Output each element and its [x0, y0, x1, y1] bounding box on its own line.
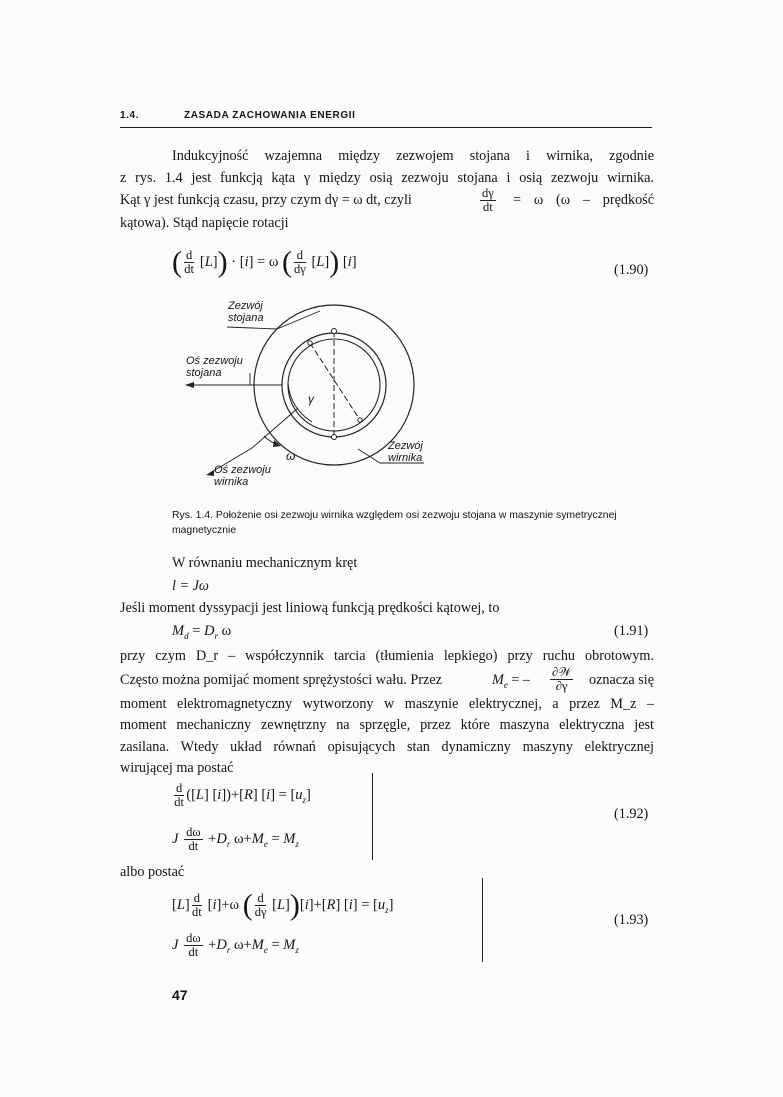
paragraph-1-line-1: Indukcyjność wzajemna między zezwojem stojana i wirnika, zgodnie — [172, 148, 654, 164]
fraction-denominator: dt — [483, 200, 493, 214]
paragraph-2-equation: l = Jω — [172, 578, 209, 594]
equation-1-93-line-2: J $\frac{d\omega}{dt}$ $+D_r$ $\omega+M_e = M_z$ — [172, 931, 299, 959]
paragraph-4-line-2-start: Często można pomijać moment sprężystości wału. Przez — [120, 671, 442, 688]
paragraph-1-line-3-start: Kąt γ jest funkcją czasu, przy czym dγ = ω dt, czyli — [120, 192, 412, 208]
brace-1-92 — [372, 773, 373, 860]
paragraph-2-text: W równaniu mechanicznym kręt — [172, 555, 358, 571]
paragraph-1-line-3 — [120, 186, 654, 214]
paragraph-1 — [120, 146, 654, 235]
equation-1-93-line-1: [L] $\frac{d}{dt}$ [i]+ω ( $\frac{d}{d\gamma}$ [L])[i]+[R] $[i] = [u_z]$ — [172, 888, 394, 922]
stator-coil-top — [332, 329, 337, 334]
paragraph-4-line-2-end: oznacza się — [589, 671, 654, 688]
figure-caption: Rys. 1.4. Położenie osi zezwoju wirnika względem osi zezwoju stojana w maszynie symetrycznej magnetycznie — [172, 510, 617, 536]
equation-number-1-92: (1.92) — [614, 806, 649, 822]
paragraph-4-line-2 — [120, 664, 654, 694]
equation-number-1-93: (1.93) — [614, 912, 649, 928]
stator-axis-arrow — [185, 382, 194, 388]
paragraph-1-line-3-end: = ω (ω – prędkość — [513, 192, 654, 208]
label-gamma: γ — [308, 392, 314, 406]
label-stator-winding: Zezwój stojana — [228, 300, 264, 324]
fraction-dgamma-dt — [480, 187, 496, 214]
paragraph-1-line-4: kątowa). Stąd napięcie rotacji — [120, 215, 289, 231]
fraction-dW-dgamma: ∂𝒲 ∂γ — [552, 664, 572, 693]
me-definition: $M_e$ = – — [492, 671, 531, 690]
equation-1-92-line-2: J $\frac{d\omega}{dt}$ $+D_r$ $\omega+M_e = M_z$ — [172, 825, 299, 853]
paragraph-4 — [120, 646, 654, 780]
paragraph-4-line-6: wirującej ma postać — [120, 760, 234, 776]
paragraph-1-line-2: z rys. 1.4 jest funkcją kąta γ między osią zezwoju stojana i osią zezwoju wirnika. — [120, 169, 654, 186]
rotor-coil-bottom — [358, 418, 362, 422]
fraction-numerator: dγ — [482, 186, 494, 200]
rotor-winding-axis — [310, 343, 360, 420]
equation-1-90: ( $\frac{d}{dt}$ [L]) · [i] = ω ( $\frac{d}{d\gamma}$ [L]) [i] — [172, 245, 357, 279]
rotor-winding-leader — [358, 449, 380, 463]
label-stator-axis: Oś zezwoju stojana — [186, 355, 243, 379]
section-number: 1.4. — [120, 110, 140, 121]
rotor-axis-arrow — [206, 470, 214, 476]
brace-1-93 — [482, 878, 483, 962]
stator-coil-bottom — [332, 435, 337, 440]
header-rule — [120, 127, 652, 128]
text-albo-postac: albo postać — [120, 864, 185, 880]
paragraph-4-line-5: zasilana. Wtedy układ równań opisujących stan dynamiczny maszyny elektrycznej — [120, 738, 654, 755]
stator-winding-underline — [227, 327, 277, 329]
label-rotor-winding: Zezwój wirnika — [388, 440, 423, 464]
paragraph-4-line-3: moment elektromagnetyczny wytworzony w maszynie elektrycznej, a przez M_z – — [120, 695, 654, 712]
paragraph-4-line-1: przy czym D_r – współczynnik tarcia (tłumienia lepkiego) przy ruchu obrotowym. — [120, 648, 654, 664]
paragraph-3-text: Jeśli moment dyssypacji jest liniową funkcją prędkości kątowej, to — [120, 600, 500, 616]
paragraph-4-line-4: moment mechaniczny zewnętrzny na sprzęgle, przez które maszyna elektryczna jest — [120, 717, 654, 733]
rotor-coil-top — [308, 341, 312, 345]
section-title: ZASADA ZACHOWANIA ENERGII — [184, 110, 356, 121]
equation-number-1-91: (1.91) — [614, 623, 649, 639]
equation-1-91: $M_d = D_r$ ω — [172, 623, 232, 641]
page-number: 47 — [172, 987, 188, 1003]
equation-1-92-line-1: $\frac{d}{dt}$ ([L] [i])+[R] $[i] = [u_z]$ — [174, 781, 311, 809]
label-rotor-axis: Oś zezwoju wirnika — [214, 464, 271, 488]
label-omega: ω — [286, 449, 296, 463]
equation-number-1-90: (1.90) — [614, 262, 649, 278]
